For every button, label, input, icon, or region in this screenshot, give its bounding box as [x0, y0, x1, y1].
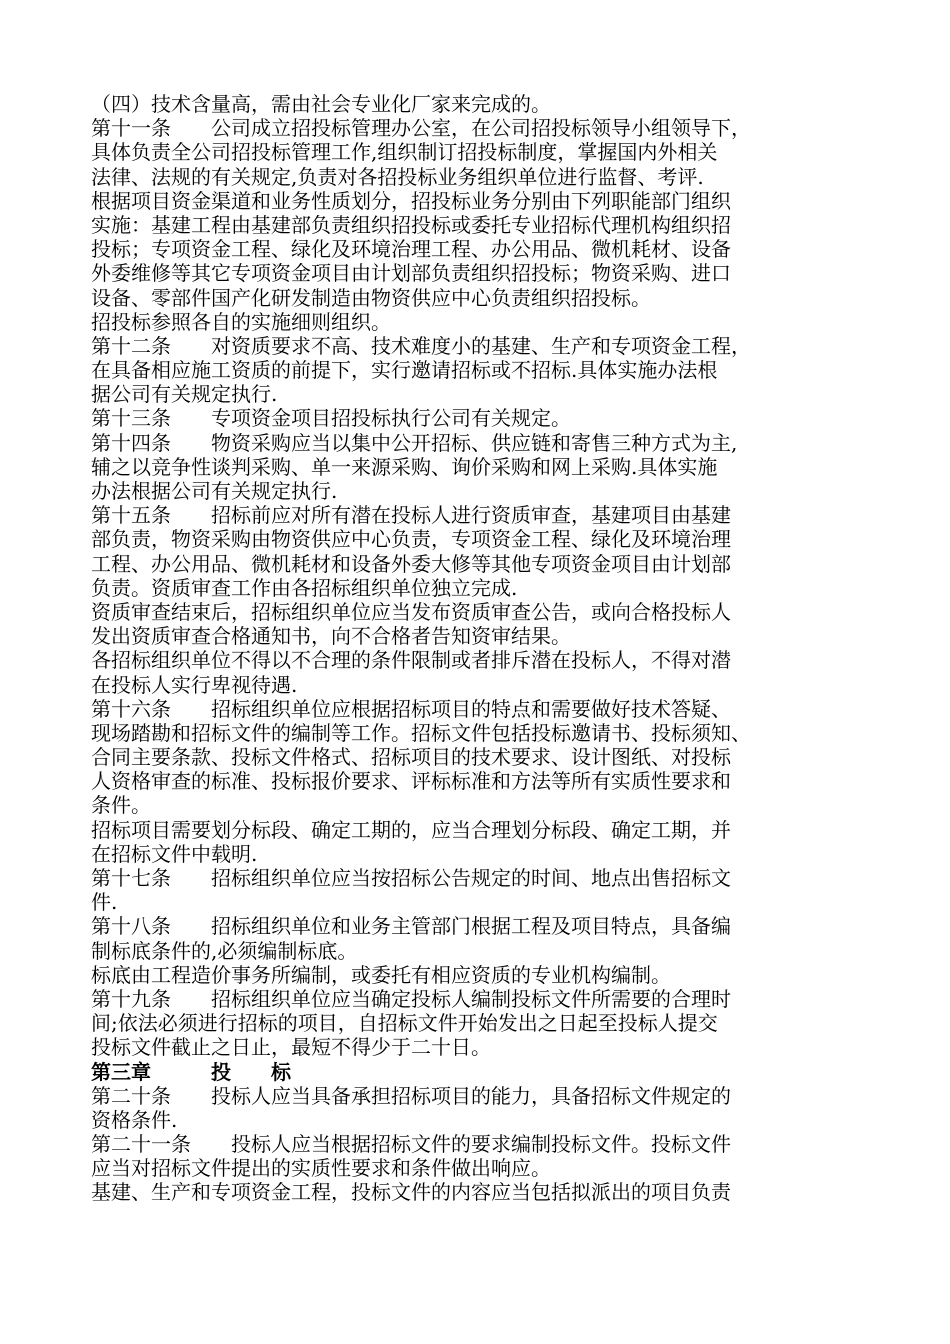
text-line: 第十二条 对资质要求不高、技术难度小的基建、生产和专项资金工程，: [91, 333, 751, 358]
text-line: 标底由工程造价事务所编制，或委托有相应资质的专业机构编制。: [91, 962, 671, 987]
text-line: 在招标文件中载明.: [91, 841, 258, 866]
text-line: 部负责，物资采购由物资供应中心负责，专项资金工程、绿化及环境治理: [91, 527, 731, 552]
text-line: 办法根据公司有关规定执行.: [91, 479, 338, 503]
text-line: 条件。: [91, 793, 151, 818]
text-line: 人资格审查的标准、投标报价要求、评标标准和方法等所有实质性要求和: [91, 769, 731, 794]
text-line: 第十四条 物资采购应当以集中公开招标、供应链和寄售三种方式为主,: [91, 430, 738, 455]
text-line: 第二十条 投标人应当具备承担招标项目的能力，具备招标文件规定的: [91, 1083, 731, 1108]
text-line: 基建、生产和专项资金工程，投标文件的内容应当包括拟派出的项目负责: [91, 1180, 731, 1205]
text-line: 发出资质审查合格通知书，向不合格者告知资审结果。: [91, 624, 571, 649]
text-line: 实施：基建工程由基建部负责组织招投标或委托专业招标代理机构组织招: [91, 212, 731, 237]
text-line: 招标项目需要划分标段、确定工期的，应当合理划分标段、确定工期，并: [91, 817, 731, 842]
text-line: 第十七条 招标组织单位应当按招标公告规定的时间、地点出售招标文: [91, 866, 731, 890]
text-line: 现场踏勘和招标文件的编制等工作。招标文件包括投标邀请书、投标须知、: [91, 720, 751, 745]
text-line: 第十一条 公司成立招投标管理办公室，在公司招投标领导小组领导下，: [91, 116, 751, 141]
text-line: 在具备相应施工资质的前提下，实行邀请招标或不招标.具体实施办法根: [91, 358, 718, 383]
chapter-heading: 第三章 投 标: [91, 1059, 291, 1084]
text-line: 根据项目资金渠道和业务性质划分，招投标业务分别由下列职能部门组织: [91, 188, 731, 213]
text-line: 第二十一条 投标人应当根据招标文件的要求编制投标文件。投标文件: [91, 1132, 731, 1157]
text-line: 合同主要条款、投标文件格式、招标项目的技术要求、设计图纸、对投标: [91, 745, 731, 770]
text-line: 各招标组织单位不得以不合理的条件限制或者排斥潜在投标人，不得对潜: [91, 648, 731, 673]
document-page: [91, 92, 871, 1205]
text-line: 应当对招标文件提出的实质性要求和条件做出响应。: [91, 1156, 551, 1181]
text-line: 间;依法必须进行招标的项目，自招标文件开始发出之日起至投标人提交: [91, 1011, 718, 1036]
text-line: 设备、零部件国产化研发制造由物资供应中心负责组织招投标。: [91, 285, 651, 310]
text-line: 第十九条 招标组织单位应当确定投标人编制投标文件所需要的合理时: [91, 986, 731, 1011]
text-line: 据公司有关规定执行.: [91, 382, 278, 407]
text-line: （四）技术含量高，需由社会专业化厂家来完成的。: [91, 92, 551, 116]
text-line: 制标底条件的,必须编制标底。: [91, 938, 358, 963]
text-line: 第十五条 招标前应对所有潜在投标人进行资质审查，基建项目由基建: [91, 503, 731, 528]
text-line: 具体负责全公司招投标管理工作,组织制订招投标制度，掌握国内外相关: [91, 140, 718, 165]
text-line: 件.: [91, 890, 118, 915]
text-line: 辅之以竞争性谈判采购、单一来源采购、询价采购和网上采购.具体实施: [91, 454, 718, 479]
text-line: 第十八条 招标组织单位和业务主管部门根据工程及项目特点，具备编: [91, 914, 731, 939]
text-line: 在投标人实行卑视待遇.: [91, 672, 298, 697]
text-line: 投标文件截止之日止，最短不得少于二十日。: [91, 1035, 491, 1060]
text-line: 工程、办公用品、微机耗材和设备外委大修等其他专项资金项目由计划部: [91, 551, 731, 576]
text-line: 招投标参照各自的实施细则组织。: [91, 309, 391, 334]
text-line: 投标；专项资金工程、绿化及环境治理工程、办公用品、微机耗材、设备: [91, 237, 731, 262]
text-line: 资质审查结束后，招标组织单位应当发布资质审查公告，或向合格投标人: [91, 599, 731, 624]
text-line: 资格条件.: [91, 1107, 178, 1132]
text-line: 第十六条 招标组织单位应根据招标项目的特点和需要做好技术答疑、: [91, 696, 731, 721]
text-line: 外委维修等其它专项资金项目由计划部负责组织招投标；物资采购、进口: [91, 261, 731, 286]
text-line: 法律、法规的有关规定,负责对各招投标业务组织单位进行监督、考评.: [91, 164, 704, 189]
text-line: 负责。资质审查工作由各招标组织单位独立完成.: [91, 575, 518, 600]
text-line: 第十三条 专项资金项目招投标执行公司有关规定。: [91, 406, 571, 431]
